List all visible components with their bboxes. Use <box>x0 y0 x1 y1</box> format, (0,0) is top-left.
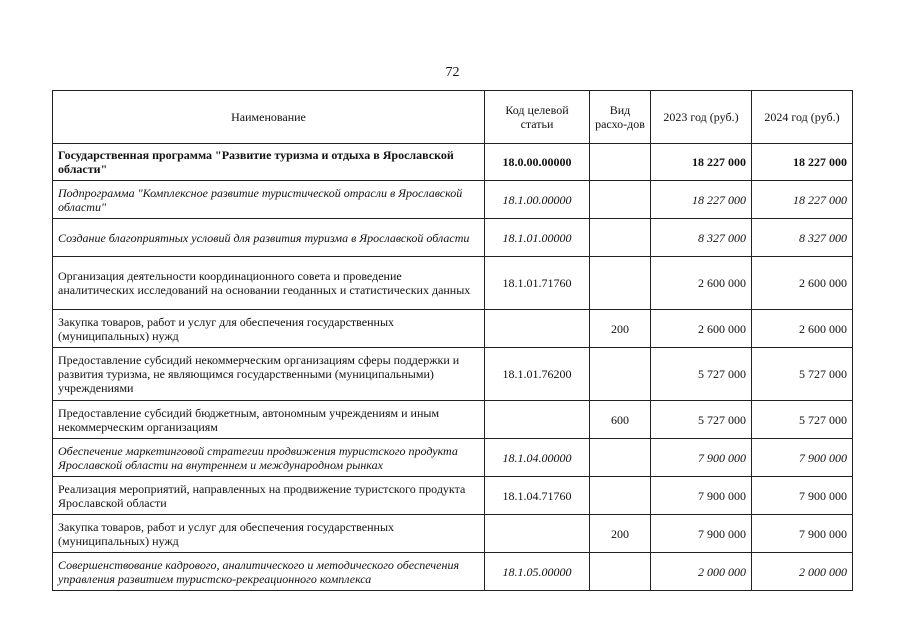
row-amount-2024: 7 900 000 <box>752 515 853 553</box>
header-year-2023: 2023 год (руб.) <box>651 91 752 144</box>
row-expense-kind <box>590 348 651 401</box>
row-amount-2024: 5 727 000 <box>752 348 853 401</box>
row-expense-kind <box>590 477 651 515</box>
row-expense-kind <box>590 219 651 257</box>
header-expense-kind: Вид расхо-дов <box>590 91 651 144</box>
row-expense-kind: 600 <box>590 401 651 439</box>
row-expense-kind <box>590 144 651 181</box>
row-amount-2024: 5 727 000 <box>752 401 853 439</box>
row-code <box>485 515 590 553</box>
table-row <box>53 310 853 348</box>
row-name: Создание благоприятных условий для развития туризма в Ярославской области <box>53 219 485 257</box>
row-amount-2024: 18 227 000 <box>752 144 853 181</box>
row-amount-2023: 18 227 000 <box>651 144 752 181</box>
row-expense-kind: 200 <box>590 310 651 348</box>
page-number: 72 <box>445 65 460 80</box>
row-code: 18.1.01.00000 <box>485 219 590 257</box>
row-name: Закупка товаров, работ и услуг для обеспечения государственных (муниципальных) нужд <box>53 310 485 348</box>
row-name: Предоставление субсидий некоммерческим организациям сферы поддержки и развития туризма, не являющимся государственными (муниципальными) учреждениями <box>53 348 485 401</box>
header-code: Код целевой статьи <box>485 91 590 144</box>
table-header <box>53 91 853 144</box>
table-row <box>53 553 853 591</box>
row-code: 18.1.01.71760 <box>485 257 590 310</box>
row-name: Организация деятельности координационного совета и проведение аналитических исследований на основании геоданных и статистических данных <box>53 257 485 310</box>
row-code: 18.0.00.00000 <box>485 144 590 181</box>
table-row <box>53 144 853 181</box>
row-amount-2023: 7 900 000 <box>651 477 752 515</box>
row-amount-2024: 8 327 000 <box>752 219 853 257</box>
table-row <box>53 219 853 257</box>
budget-table <box>52 90 853 591</box>
table-row <box>53 477 853 515</box>
row-name: Реализация мероприятий, направленных на продвижение туристского продукта Ярославской области <box>53 477 485 515</box>
row-code: 18.1.00.00000 <box>485 181 590 219</box>
row-amount-2023: 8 327 000 <box>651 219 752 257</box>
table-row <box>53 348 853 401</box>
row-code: 18.1.05.00000 <box>485 553 590 591</box>
row-amount-2024: 2 600 000 <box>752 257 853 310</box>
row-amount-2023: 5 727 000 <box>651 348 752 401</box>
row-name: Совершенствование кадрового, аналитического и методического обеспечения управления развитием туристско-рекреационного комплекса <box>53 553 485 591</box>
row-amount-2024: 18 227 000 <box>752 181 853 219</box>
row-amount-2024: 2 000 000 <box>752 553 853 591</box>
row-expense-kind: 200 <box>590 515 651 553</box>
row-amount-2023: 5 727 000 <box>651 401 752 439</box>
table-row <box>53 401 853 439</box>
table-row <box>53 257 853 310</box>
row-name: Предоставление субсидий бюджетным, автономным учреждениям и иным некоммерческим организациям <box>53 401 485 439</box>
row-amount-2023: 2 600 000 <box>651 310 752 348</box>
table-row <box>53 515 853 553</box>
table-row <box>53 439 853 477</box>
row-code: 18.1.04.00000 <box>485 439 590 477</box>
row-code: 18.1.01.76200 <box>485 348 590 401</box>
row-amount-2024: 2 600 000 <box>752 310 853 348</box>
row-amount-2024: 7 900 000 <box>752 477 853 515</box>
row-code: 18.1.04.71760 <box>485 477 590 515</box>
table-row <box>53 181 853 219</box>
row-expense-kind <box>590 257 651 310</box>
row-amount-2023: 7 900 000 <box>651 515 752 553</box>
row-amount-2024: 7 900 000 <box>752 439 853 477</box>
row-name: Подпрограмма "Комплексное развитие туристической отрасли в Ярославской области" <box>53 181 485 219</box>
row-code <box>485 401 590 439</box>
row-amount-2023: 7 900 000 <box>651 439 752 477</box>
row-expense-kind <box>590 553 651 591</box>
row-name: Обеспечение маркетинговой стратегии продвижения туристского продукта Ярославской области на внутреннем и международном рынках <box>53 439 485 477</box>
row-amount-2023: 18 227 000 <box>651 181 752 219</box>
row-amount-2023: 2 000 000 <box>651 553 752 591</box>
table-body <box>53 144 853 591</box>
row-name: Закупка товаров, работ и услуг для обеспечения государственных (муниципальных) нужд <box>53 515 485 553</box>
header-row <box>53 91 853 144</box>
row-amount-2023: 2 600 000 <box>651 257 752 310</box>
row-code <box>485 310 590 348</box>
row-name: Государственная программа "Развитие туризма и отдыха в Ярославской области" <box>53 144 485 181</box>
row-expense-kind <box>590 439 651 477</box>
header-name: Наименование <box>53 91 485 144</box>
row-expense-kind <box>590 181 651 219</box>
header-year-2024: 2024 год (руб.) <box>752 91 853 144</box>
